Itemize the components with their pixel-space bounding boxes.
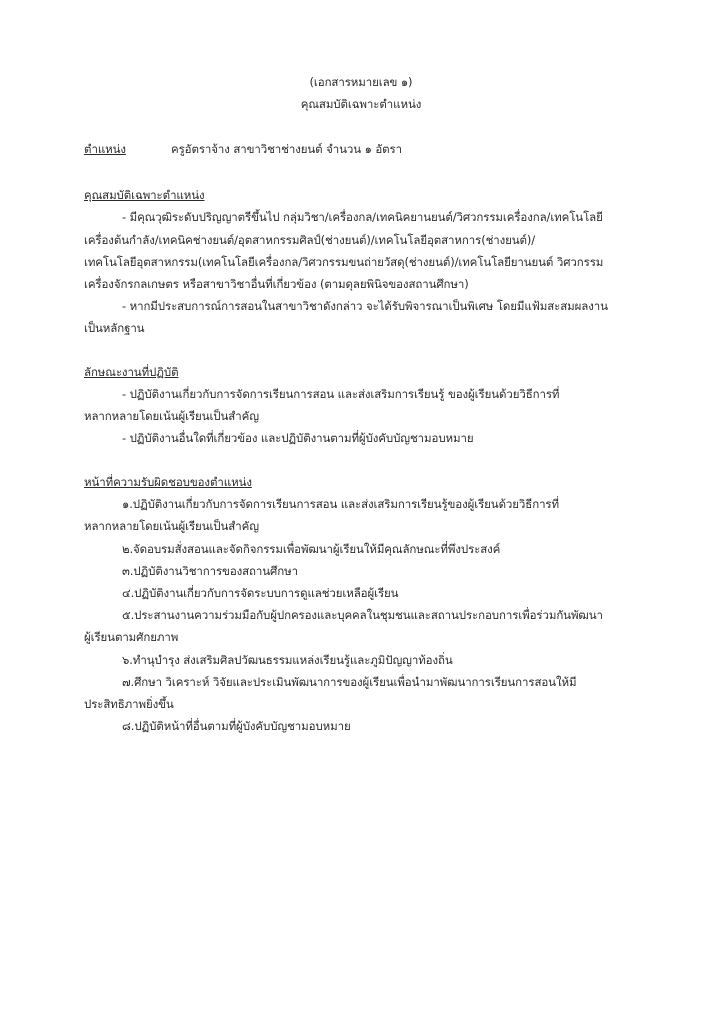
position-value: ครูอัตราจ้าง สาขาวิชาช่างยนต์ จำนวน ๑ อัตรา bbox=[171, 142, 402, 156]
document-number: (เอกสารหมายเลข ๑) bbox=[309, 75, 413, 89]
qualification-line: เป็นหลักฐาน bbox=[84, 321, 145, 335]
qualification-line: เครื่องจักรกลเกษตร หรือสาขาวิชาอื่นที่เกี่ยวข้อง (ตามดุลยพินิจของสถานศึกษา) bbox=[84, 277, 469, 291]
duty-line: ผู้เรียนตามศักยภาพ bbox=[84, 630, 179, 644]
qualification-line: - หากมีประสบการณ์การสอนในสาขาวิชาดังกล่าว จะได้รับพิจารณาเป็นพิเศษ โดยมีแฟ้มสะสมผลงาน bbox=[122, 299, 608, 313]
duty-line: ๖.ทำนุบำรุง ส่งเสริมศิลปวัฒนธรรมแหล่งเรียนรู้และภูมิปัญญาท้องถิ่น bbox=[122, 653, 453, 667]
duty-line: ๓.ปฏิบัติงานวิชาการของสถานศึกษา bbox=[122, 564, 298, 578]
work-nature-line: - ปฏิบัติงานเกี่ยวกับการจัดการเรียนการสอน และส่งเสริมการเรียนรู้ ของผู้เรียนด้วยวิธีการที่ bbox=[122, 387, 560, 401]
qualification-line: - มีคุณวุฒิระดับปริญญาตรีขึ้นไป กลุ่มวิชา/เครื่องกล/เทคนิคยานยนต์/วิศวกรรมเครื่องกล/เทคโนโลยี bbox=[122, 210, 603, 224]
duties-heading: หน้าที่ความรับผิดชอบของตำแหน่ง bbox=[84, 475, 252, 489]
duty-line: หลากหลายโดยเน้นผู้เรียนเป็นสำคัญ bbox=[84, 519, 259, 533]
qualifications-heading: คุณสมบัติเฉพาะตำแหน่ง bbox=[84, 188, 205, 202]
work-nature-line: - ปฏิบัติงานอื่นใดที่เกี่ยวข้อง และปฏิบัติงานตามที่ผู้บังคับบัญชามอบหมาย bbox=[122, 431, 474, 445]
document-title: คุณสมบัติเฉพาะตำแหน่ง bbox=[300, 97, 422, 111]
duty-line: ๘.ปฏิบัติหน้าที่อื่นตามที่ผู้บังคับบัญชามอบหมาย bbox=[122, 719, 351, 733]
duty-line: ๔.ปฏิบัติงานเกี่ยวกับการจัดระบบการดูแลช่วยเหลือผู้เรียน bbox=[122, 586, 399, 600]
qualification-line: เครื่องต้นกำลัง/เทคนิคช่างยนต์/อุตสาหกรรมศิลป์(ช่างยนต์)/เทคโนโลยีอุตสาหการ(ช่างยนต์)/ bbox=[84, 233, 536, 247]
duty-line: ๑.ปฏิบัติงานเกี่ยวกับการจัดการเรียนการสอน และส่งเสริมการเรียนรู้ของผู้เรียนด้วยวิธีการที่ bbox=[122, 497, 559, 511]
work-nature-line: หลากหลายโดยเน้นผู้เรียนเป็นสำคัญ bbox=[84, 409, 259, 423]
qualification-line: เทคโนโลยีอุตสาหกรรม(เทคโนโลยีเครื่องกล/วิศวกรรมขนถ่ายวัสดุ(ช่างยนต์)/เทคโนโลยียานยนต์ วิศวกรรม bbox=[84, 255, 604, 269]
duty-line: ๕.ประสานงานความร่วมมือกับผู้ปกครองและบุคคลในชุมชนและสถานประกอบการเพื่อร่วมกันพัฒนา bbox=[122, 608, 603, 622]
duty-line: ๒.จัดอบรมสั่งสอนและจัดกิจกรรมเพื่อพัฒนาผู้เรียนให้มีคุณลักษณะที่พึงประสงค์ bbox=[122, 542, 501, 556]
position-label: ตำแหน่ง bbox=[84, 142, 126, 156]
work-nature-heading: ลักษณะงานที่ปฏิบัติ bbox=[84, 365, 179, 379]
duty-line: ๗.ศึกษา วิเคราะห์ วิจัยและประเมินพัฒนาการของผู้เรียนเพื่อนำมาพัฒนาการเรียนการสอนให้มี bbox=[122, 675, 577, 689]
duty-line: ประสิทธิภาพยิ่งขึ้น bbox=[84, 697, 174, 711]
